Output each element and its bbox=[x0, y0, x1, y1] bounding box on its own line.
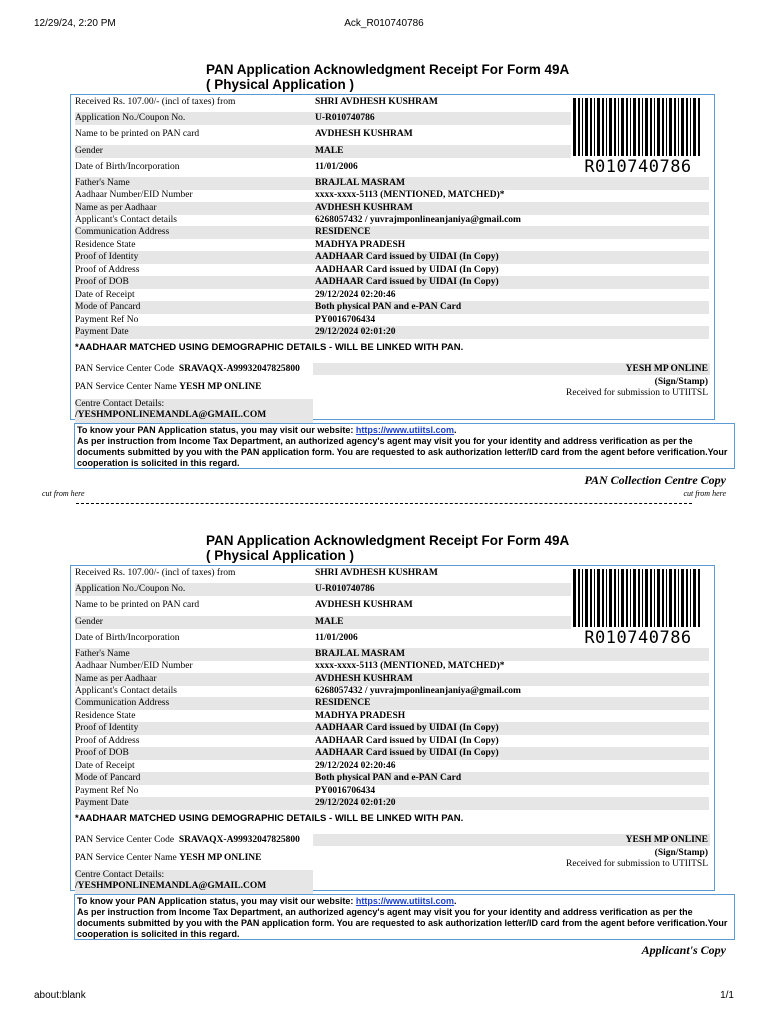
row-label: Applicant's Contact details bbox=[75, 686, 177, 696]
center-name bbox=[75, 381, 261, 393]
row-label: Date of Birth/Incorporation bbox=[75, 162, 180, 172]
receipt-row bbox=[75, 112, 571, 125]
barcode-bar bbox=[666, 98, 667, 156]
barcode bbox=[573, 569, 701, 627]
receipt-row bbox=[75, 616, 571, 629]
row-value: xxxx-xxxx-5113 (MENTIONED, MATCHED)* bbox=[315, 190, 505, 200]
row-label: Payment Ref No bbox=[75, 315, 139, 325]
row-label: Mode of Pancard bbox=[75, 302, 141, 312]
receipt-title-line2: ( Physical Application ) bbox=[206, 77, 355, 92]
receipt-title bbox=[206, 62, 626, 92]
centre-contact-label: Centre Contact Details: bbox=[75, 399, 165, 409]
row-label: Date of Birth/Incorporation bbox=[75, 633, 180, 643]
barcode-bar bbox=[621, 569, 624, 627]
row-label: Date of Receipt bbox=[75, 290, 135, 300]
receipt-row bbox=[75, 128, 571, 141]
aadhaar-note: *AADHAAR MATCHED USING DEMOGRAPHIC DETAILS - WILL BE LINKED WITH PAN. bbox=[75, 342, 464, 353]
row-label: Applicant's Contact details bbox=[75, 215, 177, 225]
barcode-bar bbox=[681, 569, 684, 627]
barcode-bar bbox=[657, 98, 660, 156]
barcode-bar bbox=[666, 569, 667, 627]
barcode-bar bbox=[578, 569, 580, 627]
row-value: AADHAAR Card issued by UIDAI (In Copy) bbox=[315, 748, 499, 758]
row-label: Residence State bbox=[75, 711, 136, 721]
barcode-bar bbox=[630, 98, 631, 156]
row-value: BRAJLAL MASRAM bbox=[315, 178, 405, 188]
row-label: Payment Date bbox=[75, 798, 129, 808]
receipt-row bbox=[75, 301, 709, 314]
center-code bbox=[75, 363, 313, 375]
barcode-bar bbox=[614, 569, 616, 627]
receipt-row bbox=[75, 697, 709, 710]
barcode-bar bbox=[698, 569, 700, 627]
receipt-row bbox=[75, 797, 709, 810]
barcode-bar bbox=[642, 98, 643, 156]
cut-here-left: cut from here bbox=[42, 489, 85, 498]
row-value: U-R010740786 bbox=[315, 584, 375, 594]
receipt-frame bbox=[70, 565, 715, 891]
barcode-bar bbox=[602, 98, 604, 156]
cut-here-right: cut from here bbox=[683, 489, 726, 498]
row-label: Application No./Coupon No. bbox=[75, 584, 186, 594]
row-value: AVDHESH KUSHRAM bbox=[315, 600, 413, 610]
barcode-bar bbox=[606, 98, 607, 156]
barcode-bar bbox=[597, 569, 600, 627]
barcode-bar bbox=[674, 569, 676, 627]
center-name-label: PAN Service Center Name bbox=[75, 853, 177, 863]
barcode-bar bbox=[626, 569, 628, 627]
receipt-title-line1: PAN Application Acknowledgment Receipt For Form 49A bbox=[206, 533, 570, 548]
row-label: Application No./Coupon No. bbox=[75, 113, 186, 123]
barcode-bar bbox=[657, 569, 660, 627]
barcode-bar bbox=[609, 569, 612, 627]
info-prefix: To know your PAN Application status, you may visit our website: bbox=[77, 425, 356, 435]
barcode-bar bbox=[686, 569, 688, 627]
row-value: AADHAAR Card issued by UIDAI (In Copy) bbox=[315, 265, 499, 275]
barcode-bar bbox=[693, 569, 696, 627]
sign-stamp: (Sign/Stamp) bbox=[654, 377, 708, 387]
barcode-bar bbox=[662, 98, 664, 156]
center-code-value: SRAVAQX-A99932047825800 bbox=[178, 835, 300, 845]
row-value: AVDHESH KUSHRAM bbox=[315, 674, 413, 684]
barcode-bar bbox=[594, 569, 595, 627]
row-label: Date of Receipt bbox=[75, 761, 135, 771]
barcode-bar bbox=[614, 98, 616, 156]
barcode-bar bbox=[678, 569, 679, 627]
row-label: Residence State bbox=[75, 240, 136, 250]
center-code-label: PAN Service Center Code bbox=[75, 364, 175, 374]
receipt-title-line1: PAN Application Acknowledgment Receipt For Form 49A bbox=[206, 62, 570, 77]
barcode-bar bbox=[630, 569, 631, 627]
row-label: Received Rs. 107.00/- (incl of taxes) from bbox=[75, 568, 236, 578]
barcode-bar bbox=[602, 569, 604, 627]
barcode-bar bbox=[654, 98, 655, 156]
receipt-row bbox=[75, 772, 709, 785]
receipt-row bbox=[75, 599, 571, 612]
row-value: Both physical PAN and e-PAN Card bbox=[315, 773, 462, 783]
received-for: Received for submission to UTIITSL bbox=[566, 388, 708, 398]
row-value: 6268057432 / yuvrajmponlineanjaniya@gmail.com bbox=[315, 686, 521, 696]
row-value: 29/12/2024 02:01:20 bbox=[315, 798, 396, 808]
row-label: Gender bbox=[75, 617, 103, 627]
receipt-row bbox=[75, 251, 709, 264]
row-label: Gender bbox=[75, 146, 103, 156]
row-label: Aadhaar Number/EID Number bbox=[75, 661, 193, 671]
barcode-bar bbox=[638, 98, 640, 156]
print-footer bbox=[0, 990, 768, 1004]
receipt-row bbox=[75, 722, 709, 735]
center-name-label: PAN Service Center Name bbox=[75, 382, 177, 392]
barcode-bar bbox=[698, 98, 700, 156]
barcode-bar bbox=[585, 98, 588, 156]
receipt-row bbox=[75, 189, 709, 202]
row-value: 29/12/2024 02:20:46 bbox=[315, 290, 396, 300]
row-value: AADHAAR Card issued by UIDAI (In Copy) bbox=[315, 277, 499, 287]
barcode-bar bbox=[645, 98, 648, 156]
barcode-bar bbox=[650, 569, 652, 627]
barcode-bar bbox=[585, 569, 588, 627]
receipt-title bbox=[206, 533, 626, 563]
barcode-bar bbox=[590, 98, 592, 156]
row-value: AVDHESH KUSHRAM bbox=[315, 203, 413, 213]
stamp-name: YESH MP ONLINE bbox=[625, 835, 708, 845]
received-for: Received for submission to UTIITSL bbox=[566, 859, 708, 869]
center-name-value: YESH MP ONLINE bbox=[179, 853, 262, 863]
info-suffix: . bbox=[454, 896, 457, 906]
row-label: Name as per Aadhaar bbox=[75, 674, 157, 684]
row-value: 11/01/2006 bbox=[315, 633, 358, 643]
row-label: Communication Address bbox=[75, 698, 170, 708]
centre-contact bbox=[75, 399, 313, 423]
row-label: Proof of Identity bbox=[75, 252, 139, 262]
barcode-bar bbox=[633, 569, 636, 627]
print-page-number: 1/1 bbox=[720, 990, 734, 1001]
receipt-row bbox=[75, 226, 709, 239]
row-value: MADHYA PRADESH bbox=[315, 240, 406, 250]
receipt-title-line2: ( Physical Application ) bbox=[206, 548, 355, 563]
centre-contact-value: /YESHMPONLINEMANDLA@GMAIL.COM bbox=[75, 410, 267, 420]
row-value: AVDHESH KUSHRAM bbox=[315, 129, 413, 139]
row-label: Name to be printed on PAN card bbox=[75, 600, 200, 610]
center-name bbox=[75, 852, 261, 864]
receipt-row bbox=[75, 567, 571, 580]
center-code bbox=[75, 834, 313, 846]
row-label: Proof of Address bbox=[75, 736, 140, 746]
cut-line bbox=[76, 503, 692, 504]
center-code-value: SRAVAQX-A99932047825800 bbox=[178, 364, 300, 374]
barcode-bar bbox=[638, 569, 640, 627]
row-value: MALE bbox=[315, 617, 344, 627]
row-value: 29/12/2024 02:01:20 bbox=[315, 327, 396, 337]
barcode-bar bbox=[609, 98, 612, 156]
receipt-row bbox=[75, 276, 709, 289]
aadhaar-note: *AADHAAR MATCHED USING DEMOGRAPHIC DETAILS - WILL BE LINKED WITH PAN. bbox=[75, 813, 464, 824]
row-value: AADHAAR Card issued by UIDAI (In Copy) bbox=[315, 723, 499, 733]
receipt-frame bbox=[70, 94, 715, 420]
receipt-row bbox=[75, 660, 709, 673]
receipt-row bbox=[75, 145, 571, 158]
row-value: AADHAAR Card issued by UIDAI (In Copy) bbox=[315, 736, 499, 746]
barcode-bar bbox=[633, 98, 636, 156]
barcode-bar bbox=[618, 569, 619, 627]
row-value: 29/12/2024 02:20:46 bbox=[315, 761, 396, 771]
row-label: Proof of Identity bbox=[75, 723, 139, 733]
receipt-row bbox=[75, 747, 709, 760]
barcode-bar bbox=[681, 98, 684, 156]
utiitsl-link[interactable]: https://www.utiitsl.com bbox=[355, 425, 455, 435]
barcode-number: R010740786 bbox=[584, 157, 692, 177]
row-label: Payment Date bbox=[75, 327, 129, 337]
row-label: Proof of DOB bbox=[75, 748, 129, 758]
barcode-number: R010740786 bbox=[584, 628, 692, 648]
info-box bbox=[74, 894, 735, 940]
row-label: Aadhaar Number/EID Number bbox=[75, 190, 193, 200]
receipt-row bbox=[75, 161, 571, 174]
barcode-bar bbox=[578, 98, 580, 156]
barcode-bar bbox=[654, 569, 655, 627]
row-value: PY0016706434 bbox=[315, 315, 376, 325]
stamp-name: YESH MP ONLINE bbox=[625, 364, 708, 374]
row-value: xxxx-xxxx-5113 (MENTIONED, MATCHED)* bbox=[315, 661, 505, 671]
sign-stamp: (Sign/Stamp) bbox=[654, 848, 708, 858]
receipt-row bbox=[75, 583, 571, 596]
barcode-bar bbox=[626, 98, 628, 156]
barcode-bar bbox=[597, 98, 600, 156]
centre-contact-label: Centre Contact Details: bbox=[75, 870, 165, 880]
row-label: Name to be printed on PAN card bbox=[75, 129, 200, 139]
row-label: Communication Address bbox=[75, 227, 170, 237]
centre-contact bbox=[75, 870, 313, 894]
row-label: Name as per Aadhaar bbox=[75, 203, 157, 213]
barcode-bar bbox=[642, 569, 643, 627]
barcode-bar bbox=[690, 98, 691, 156]
row-label: Received Rs. 107.00/- (incl of taxes) from bbox=[75, 97, 236, 107]
row-value: BRAJLAL MASRAM bbox=[315, 649, 405, 659]
row-value: U-R010740786 bbox=[315, 113, 375, 123]
row-label: Proof of DOB bbox=[75, 277, 129, 287]
receipt-row bbox=[75, 326, 709, 339]
row-value: SHRI AVDHESH KUSHRAM bbox=[315, 97, 438, 107]
info-text: As per instruction from Income Tax Department, an authorized agency's agent may visit you for your identity and address verification as per the documents submitted by you with the PAN application form. You are requested to ask authorization letter/ID card from the agent before verification.Your cooperation is solicited in this regard. bbox=[77, 907, 728, 939]
row-label: Proof of Address bbox=[75, 265, 140, 275]
barcode-bar bbox=[594, 98, 595, 156]
barcode-bar bbox=[662, 569, 664, 627]
barcode-bar bbox=[693, 98, 696, 156]
print-header bbox=[0, 18, 768, 32]
row-value: RESIDENCE bbox=[315, 698, 371, 708]
row-value: MADHYA PRADESH bbox=[315, 711, 406, 721]
centre-contact-value: /YESHMPONLINEMANDLA@GMAIL.COM bbox=[75, 881, 267, 891]
barcode-bar bbox=[582, 98, 583, 156]
row-value: RESIDENCE bbox=[315, 227, 371, 237]
row-label: Payment Ref No bbox=[75, 786, 139, 796]
receipt-row bbox=[75, 632, 571, 645]
row-value: Both physical PAN and e-PAN Card bbox=[315, 302, 462, 312]
copy-label-collection-centre: PAN Collection Centre Copy bbox=[584, 473, 726, 487]
row-value: MALE bbox=[315, 146, 344, 156]
copy-label-applicant: Applicant's Copy bbox=[641, 943, 726, 957]
center-code-label: PAN Service Center Code bbox=[75, 835, 175, 845]
row-value: PY0016706434 bbox=[315, 786, 376, 796]
barcode-bar bbox=[669, 98, 672, 156]
barcode-bar bbox=[674, 98, 676, 156]
info-box bbox=[74, 423, 735, 469]
row-value: SHRI AVDHESH KUSHRAM bbox=[315, 568, 438, 578]
utiitsl-link[interactable]: https://www.utiitsl.com bbox=[355, 896, 455, 906]
barcode-bar bbox=[650, 98, 652, 156]
barcode-bar bbox=[669, 569, 672, 627]
info-prefix: To know your PAN Application status, you may visit our website: bbox=[77, 896, 356, 906]
print-doc-title: Ack_R010740786 bbox=[344, 18, 424, 29]
barcode bbox=[573, 98, 701, 156]
info-text: As per instruction from Income Tax Department, an authorized agency's agent may visit you for your identity and address verification as per the documents submitted by you with the PAN application form. You are requested to ask authorization letter/ID card from the agent before verification.Your cooperation is solicited in this regard. bbox=[77, 436, 728, 468]
barcode-bar bbox=[690, 569, 691, 627]
barcode-bar bbox=[645, 569, 648, 627]
row-value: 11/01/2006 bbox=[315, 162, 358, 172]
barcode-bar bbox=[573, 569, 576, 627]
barcode-bar bbox=[590, 569, 592, 627]
print-datetime: 12/29/24, 2:20 PM bbox=[34, 18, 116, 29]
barcode-bar bbox=[678, 98, 679, 156]
print-url: about:blank bbox=[34, 990, 86, 1001]
barcode-bar bbox=[606, 569, 607, 627]
receipt-row bbox=[75, 96, 571, 109]
barcode-bar bbox=[618, 98, 619, 156]
barcode-bar bbox=[686, 98, 688, 156]
row-value: AADHAAR Card issued by UIDAI (In Copy) bbox=[315, 252, 499, 262]
row-label: Father's Name bbox=[75, 178, 130, 188]
center-name-value: YESH MP ONLINE bbox=[179, 382, 262, 392]
barcode-bar bbox=[621, 98, 624, 156]
barcode-bar bbox=[573, 98, 576, 156]
info-suffix: . bbox=[454, 425, 457, 435]
row-label: Father's Name bbox=[75, 649, 130, 659]
row-label: Mode of Pancard bbox=[75, 773, 141, 783]
barcode-bar bbox=[582, 569, 583, 627]
row-value: 6268057432 / yuvrajmponlineanjaniya@gmail.com bbox=[315, 215, 521, 225]
